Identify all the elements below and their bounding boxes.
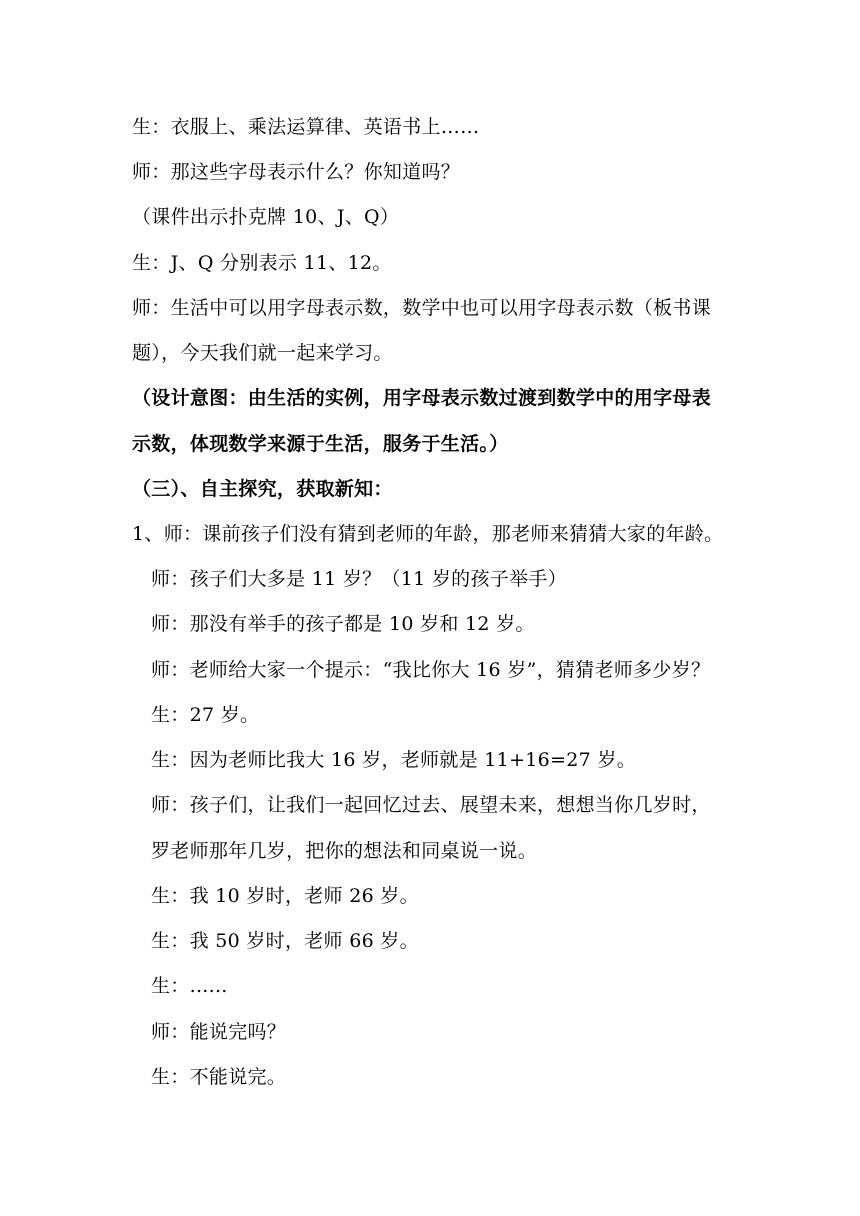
text-line-15: 生：因为老师比我大 16 岁，老师就是 11+16=27 岁。 (151, 749, 637, 771)
text-line-11: 师：孩子们大多是 11 岁？（11 岁的孩子举手） (151, 568, 567, 590)
section-heading: （三）、自主探究，获取新知： (132, 478, 393, 500)
text-line-12: 师：那没有举手的孩子都是 10 岁和 12 岁。 (151, 613, 535, 635)
text-line-4: 生：J、Q 分别表示 11、12。 (132, 252, 392, 274)
text-line-6: 题），今天我们就一起来学习。 (132, 342, 393, 364)
text-line-2: 师：那这些字母表示什么？你知道吗？ (132, 161, 461, 183)
text-line-3: （课件出示扑克牌 10、J、Q） (132, 206, 400, 228)
text-line-1: 生：衣服上、乘法运算律、英语书上…… (132, 116, 480, 138)
text-line-14: 生：27 岁。 (151, 704, 260, 726)
text-line-13: 师：老师给大家一个提示：“我比你大 16 岁”，猜猜老师多少岁？ (151, 659, 711, 681)
text-line-20: 生：...... (151, 975, 228, 997)
text-line-18: 生：我 10 岁时，老师 26 岁。 (151, 885, 419, 907)
text-line-19: 生：我 50 岁时，老师 66 岁。 (151, 930, 419, 952)
text-line-10: 1、师：课前孩子们没有猜到老师的年龄，那老师来猜猜大家的年龄。 (132, 523, 724, 545)
design-intent-line-2: 示数，体现数学来源于生活，服务于生活。） (132, 433, 509, 455)
text-line-5: 师：生活中可以用字母表示数，数学中也可以用字母表示数（板书课 (132, 297, 712, 319)
text-line-16: 师：孩子们，让我们一起回忆过去、展望未来，想想当你几岁时， (151, 794, 711, 816)
text-line-22: 生：不能说完。 (151, 1066, 287, 1088)
text-line-17: 罗老师那年几岁，把你的想法和同桌说一说。 (151, 840, 538, 862)
text-line-21: 师：能说完吗？ (151, 1021, 287, 1043)
design-intent-line-1: （设计意图：由生活的实例，用字母表示数过渡到数学中的用字母表 (132, 387, 712, 409)
